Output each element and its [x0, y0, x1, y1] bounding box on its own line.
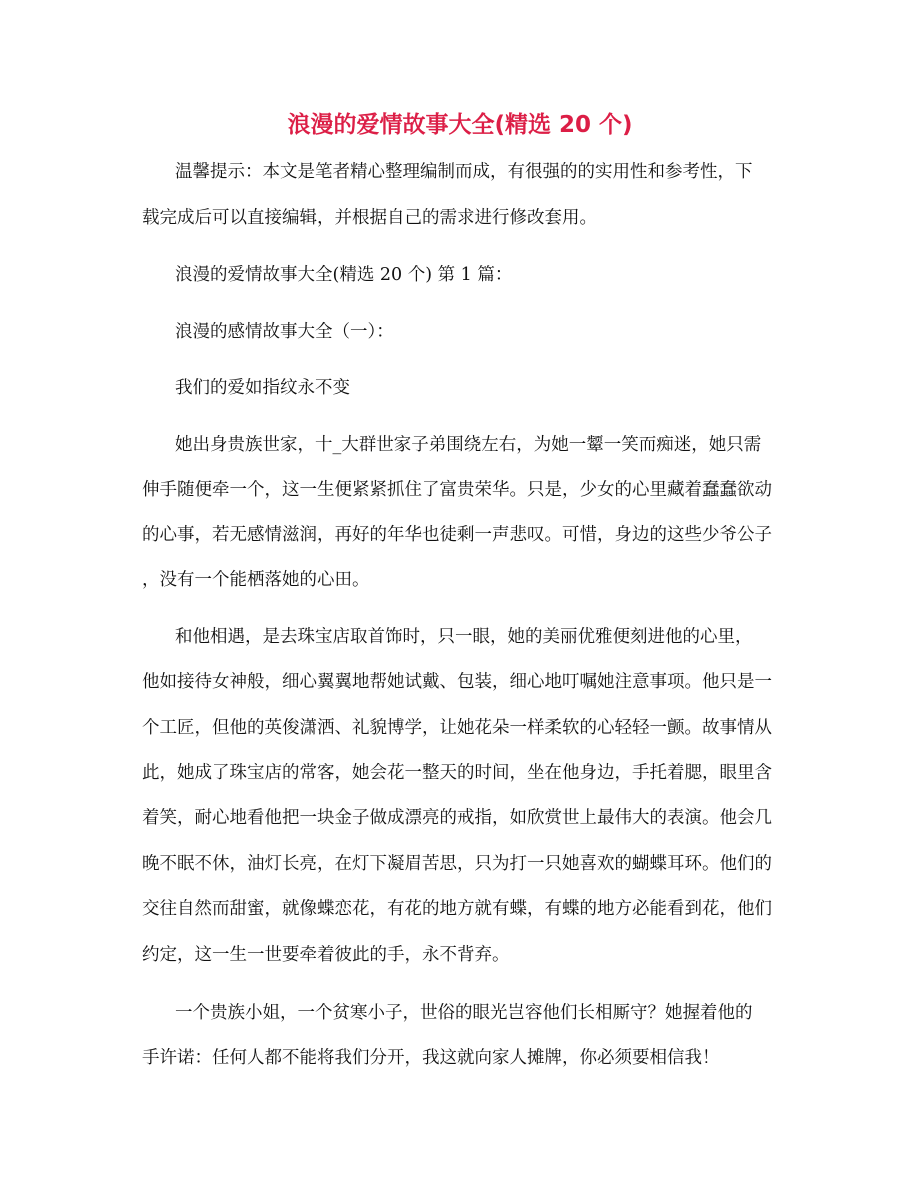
paragraph-2-line-3: 个工匠，但他的英俊潇洒、礼貌博学，让她花朵一样柔软的心轻轻一颤。故事情从 — [142, 718, 772, 738]
tip-line-2: 载完成后可以直接编辑，并根据自己的需求进行修改套用。 — [142, 208, 597, 228]
paragraph-3-line-2: 手许诺：任何人都不能将我们分开，我这就向家人摊牌，你必须要相信我！ — [142, 1048, 720, 1068]
paragraph-2-line-6: 晚不眠不休，油灯长亮，在灯下凝眉苦思，只为打一只她喜欢的蝴蝶耳环。他们的 — [142, 854, 772, 874]
paragraph-2-line-7: 交往自然而甜蜜，就像蝶恋花，有花的地方就有蝶，有蝶的地方必能看到花，他们 — [142, 899, 772, 919]
paragraph-3-line-1: 一个贵族小姐，一个贫寒小子，世俗的眼光岂容他们长相厮守？她握着他的 — [175, 1003, 753, 1023]
section-heading: 浪漫的爱情故事大全(精选 20 个) 第 1 篇： — [175, 265, 513, 285]
paragraph-1-line-3: 的心事，若无感情滋润，再好的年华也徒剩一声悲叹。可惜，身边的这些少爷公子 — [142, 525, 772, 545]
paragraph-2-line-4: 此，她成了珠宝店的常客，她会花一整天的时间，坐在他身边，手托着腮，眼里含 — [142, 763, 772, 783]
subsection-heading: 浪漫的感情故事大全（一）： — [175, 322, 394, 342]
paragraph-2-line-1: 和他相遇，是去珠宝店取首饰时，只一眼，她的美丽优雅便刻进他的心里， — [175, 627, 753, 647]
paragraph-2-line-8: 约定，这一生一世要牵着彼此的手，永不背弃。 — [142, 945, 510, 965]
story-title: 我们的爱如指纹永不变 — [175, 378, 350, 398]
document-title: 浪漫的爱情故事大全(精选 20 个) — [287, 112, 633, 138]
tip-line-1: 温馨提示：本文是笔者精心整理编制而成，有很强的的实用性和参考性，下 — [175, 162, 753, 182]
paragraph-1-line-1: 她出身贵族世家，十_大群世家子弟围绕左右，为她一颦一笑而痴迷，她只需 — [175, 435, 762, 455]
paragraph-2-line-5: 着笑，耐心地看他把一块金子做成漂亮的戒指，如欣赏世上最伟大的表演。他会几 — [142, 808, 772, 828]
paragraph-1-line-2: 伸手随便牵一个，这一生便紧紧抓住了富贵荣华。只是，少女的心里藏着蠢蠢欲动 — [142, 480, 772, 500]
paragraph-2-line-2: 他如接待女神般，细心翼翼地帮她试戴、包装，细心地叮嘱她注意事项。他只是一 — [142, 672, 772, 692]
paragraph-1-line-4: ，没有一个能栖落她的心田。 — [142, 570, 370, 590]
